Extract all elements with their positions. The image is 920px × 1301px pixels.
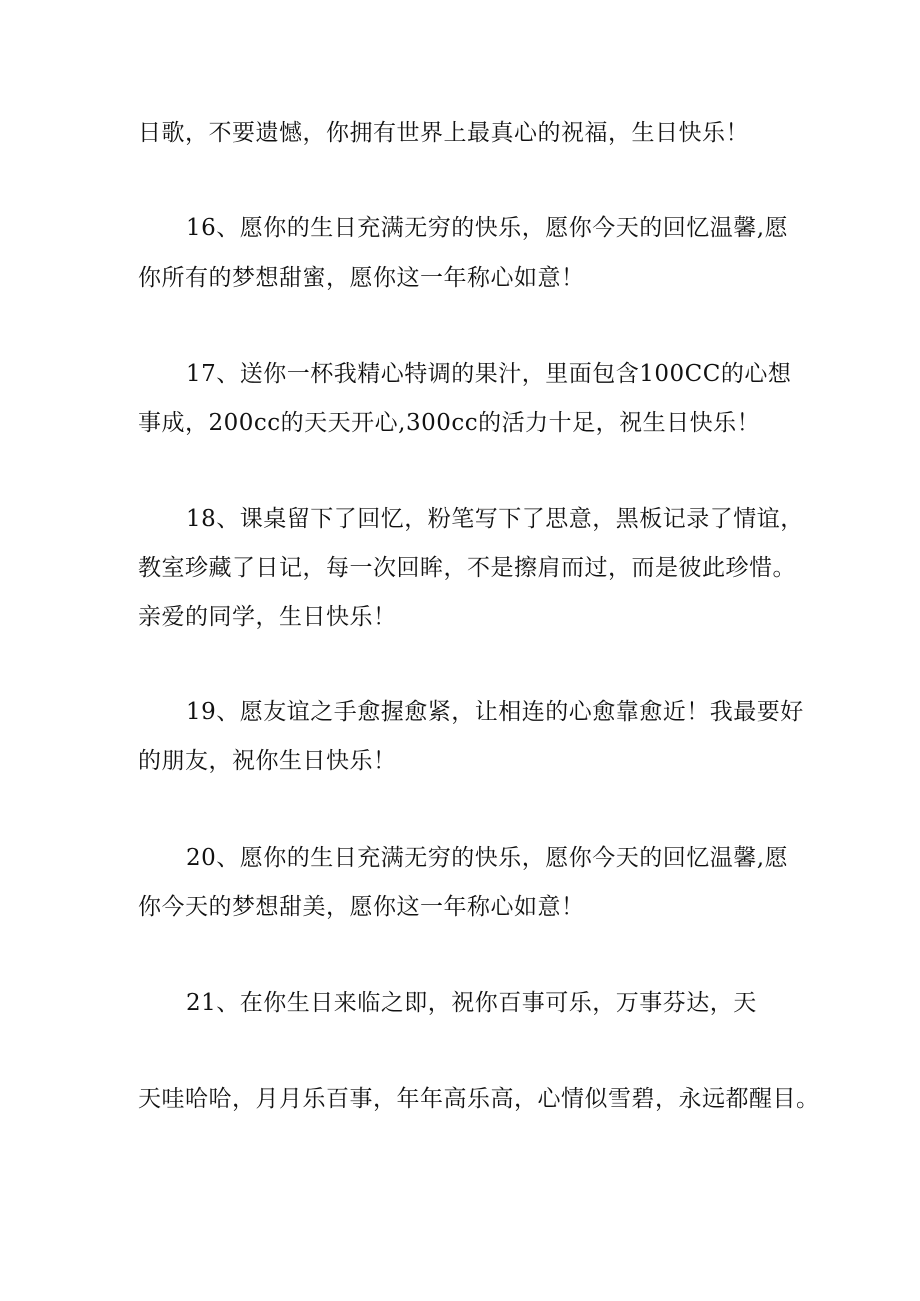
text-line: 事成，200cc的天天开心,300cc的活力十足，祝生日快乐！ (138, 410, 761, 436)
text-line: 日歌，不要遗憾，你拥有世界上最真心的祝福，生日快乐！ (138, 120, 749, 146)
text-line: 教室珍藏了日记，每一次回眸，不是擦肩而过，而是彼此珍惜。 (138, 555, 796, 581)
text-line: 亲爱的同学，生日快乐！ (138, 604, 397, 630)
text-line: 16、愿你的生日充满无穷的快乐，愿你今天的回忆温馨,愿 (186, 215, 789, 241)
text-line: 17、送你一杯我精心特调的果汁，里面包含100CC的心想 (186, 361, 792, 387)
text-line: 21、在你生日来临之即，祝你百事可乐，万事芬达，天 (186, 990, 757, 1016)
text-line: 20、愿你的生日充满无穷的快乐，愿你今天的回忆温馨,愿 (186, 845, 789, 871)
text-line: 天哇哈哈，月月乐百事，年年高乐高，心情似雪碧，永远都醒目。 (138, 1086, 820, 1112)
text-line: 的朋友，祝你生日快乐！ (138, 748, 397, 774)
text-line: 你所有的梦想甜蜜，愿你这一年称心如意！ (138, 265, 585, 291)
text-line: 19、愿友谊之手愈握愈紧，让相连的心愈靠愈近！我最要好 (186, 699, 804, 725)
text-line: 18、课桌留下了回忆，粉笔写下了思意，黑板记录了情谊， (186, 506, 804, 532)
text-line: 你今天的梦想甜美，愿你这一年称心如意！ (138, 894, 585, 920)
